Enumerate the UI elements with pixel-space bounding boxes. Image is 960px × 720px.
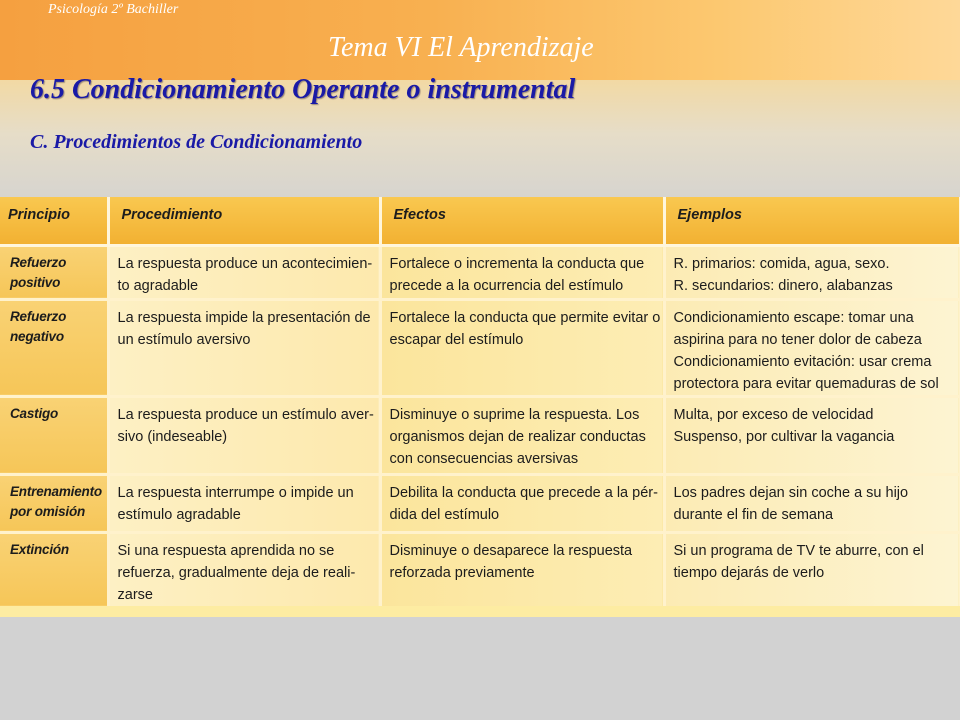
principle-cell [0,245,108,299]
table-row [0,245,960,299]
cell-text-line: negativo [10,328,64,344]
conditioning-table-container [0,197,960,617]
effect-cell [380,532,664,606]
principle-cell [0,396,108,474]
column-header-principio: Principio [0,197,108,245]
cell-text-line: Los padres dejan sin coche a su hijo [673,484,909,501]
column-header-efectos: Efectos [380,197,664,245]
example-cell [664,396,960,474]
cell-text-line: precede a la ocurrencia del estímulo [389,277,624,294]
cell-text-line: Si una respuesta aprendida no se [117,542,335,559]
table-row [0,396,960,474]
cell-text-line: La respuesta produce un acontecimien- [117,255,373,272]
effect-cell [380,396,664,474]
cell-text-line: dida del estímulo [389,506,500,523]
cell-text-line: refuerza, gradualmente deja de reali- [117,564,356,581]
cell-text-line: estímulo agradable [117,506,241,523]
procedure-cell [108,299,380,396]
course-label: Psicología 2º Bachiller [48,2,179,17]
example-cell [664,245,960,299]
conditioning-procedures-table [0,197,960,606]
procedure-cell [108,532,380,606]
cell-text-line: La respuesta produce un estímulo aver- [117,406,374,423]
section-subtitle: C. Procedimientos de Condicionamiento [30,131,363,153]
cell-text-line: escapar del estímulo [389,331,524,348]
example-cell [664,474,960,532]
table-row [0,532,960,606]
cell-text-line: Fortalece la conducta que permite evitar o [389,309,661,326]
cell-text-line: R. primarios: comida, agua, sexo. [673,255,890,272]
cell-text-line: durante el fin de semana [673,506,834,523]
cell-text-line: Fortalece o incrementa la conducta que [389,255,645,272]
cell-text-line: Castigo [10,405,59,421]
effect-cell [380,474,664,532]
cell-text-line: Extinción [10,541,69,557]
cell-text-line: positivo [10,274,61,290]
cell-text-line: Disminuye o suprime la respuesta. Los [389,406,640,423]
cell-text-line: to agradable [117,277,199,294]
cell-text-line: organismos dejan de realizar conductas [389,428,646,445]
cell-text-line: La respuesta interrumpe o impide un [117,484,354,501]
column-header-procedimiento: Procedimiento [108,197,380,245]
cell-text-line: tiempo dejarás de verlo [673,564,825,581]
table-header-row [0,197,960,245]
example-cell [664,532,960,606]
cell-text-line: Si un programa de TV te aburre, con el [673,542,924,559]
column-header-ejemplos: Ejemplos [664,197,960,245]
cell-text-line: protectora para evitar quemaduras de sol [673,375,939,392]
cell-text-line: Debilita la conducta que precede a la pér- [389,484,658,501]
effect-cell [380,299,664,396]
procedure-cell [108,474,380,532]
effect-cell [380,245,664,299]
cell-text-line: Condicionamiento evitación: usar crema [673,353,932,370]
procedure-cell [108,245,380,299]
cell-text-line: zarse [117,586,153,603]
cell-text-line: por omisión [10,503,86,519]
cell-text-line: con consecuencias aversivas [389,450,579,467]
example-cell [664,299,960,396]
cell-text-line: un estímulo aversivo [117,331,251,348]
table-row [0,299,960,396]
cell-text-line: sivo (indeseable) [117,428,228,445]
cell-text-line: Multa, por exceso de velocidad [673,406,874,423]
cell-text-line: R. secundarios: dinero, alabanzas [673,277,893,294]
principle-cell [0,299,108,396]
topic-title: Tema VI El Aprendizaje [328,32,594,63]
cell-text-line: aspirina para no tener dolor de cabeza [673,331,922,348]
cell-text-line: La respuesta impide la presentación de [117,309,371,326]
section-title: 6.5 Condicionamiento Operante o instrumental [30,74,576,105]
cell-text-line: Condicionamiento escape: tomar una [673,309,914,326]
procedure-cell [108,396,380,474]
cell-text-line: reforzada previamente [389,564,535,581]
principle-cell [0,532,108,606]
cell-text-line: Entrenamiento [10,483,102,499]
cell-text-line: Disminuye o desaparece la respuesta [389,542,633,559]
cell-text-line: Refuerzo [10,308,67,324]
table-row [0,474,960,532]
cell-text-line: Refuerzo [10,254,67,270]
principle-cell [0,474,108,532]
cell-text-line: Suspenso, por cultivar la vagancia [673,428,895,445]
